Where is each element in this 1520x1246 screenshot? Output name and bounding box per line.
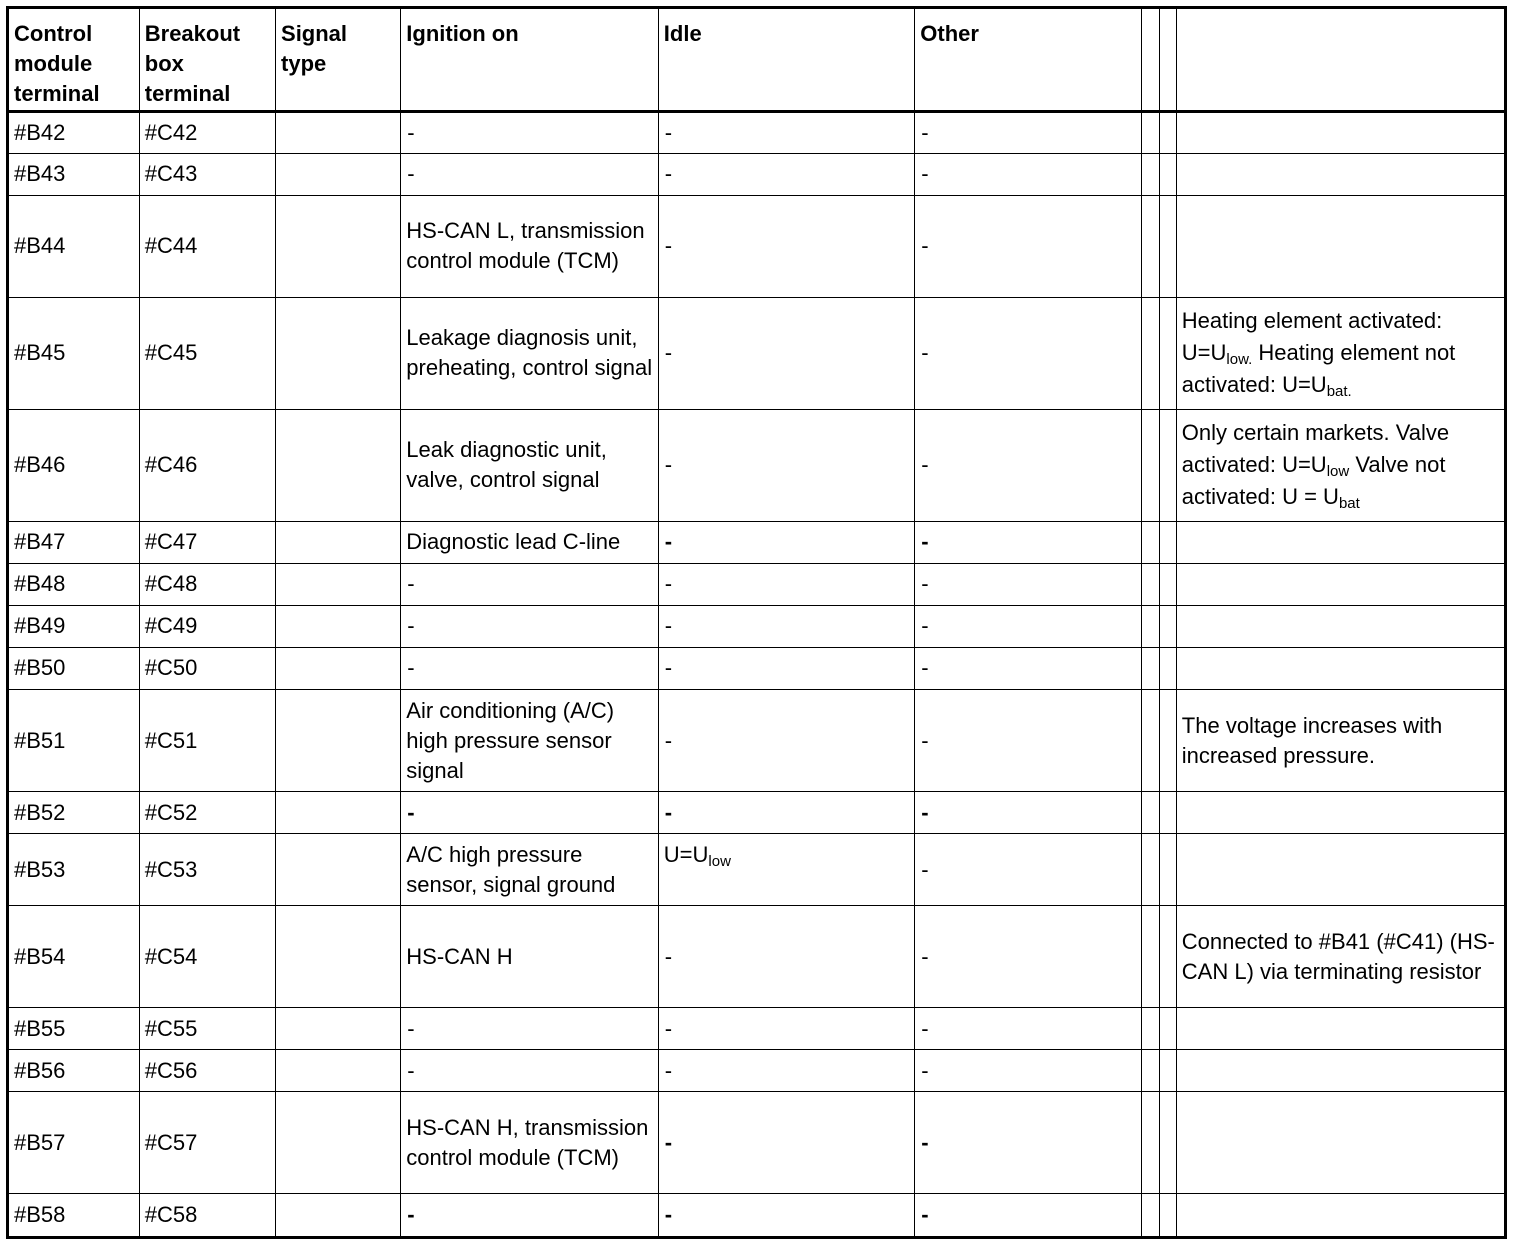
table-row bbox=[9, 792, 1504, 834]
signal-type bbox=[276, 605, 401, 647]
signal-type bbox=[276, 1050, 401, 1092]
narrow-cell-1 bbox=[1141, 605, 1159, 647]
breakout-box-terminal: #C57 bbox=[139, 1092, 275, 1194]
notes bbox=[1176, 605, 1504, 647]
table-row bbox=[9, 409, 1504, 521]
table-row bbox=[9, 1194, 1504, 1236]
breakout-box-terminal: #C46 bbox=[139, 409, 275, 521]
idle: - bbox=[658, 792, 915, 834]
other: - bbox=[915, 563, 1141, 605]
breakout-box-terminal: #C48 bbox=[139, 563, 275, 605]
notes: The voltage increases with increased pressure. bbox=[1176, 690, 1504, 792]
ignition-on: Diagnostic lead C-line bbox=[401, 521, 659, 563]
breakout-box-terminal: #C42 bbox=[139, 111, 275, 153]
idle: - bbox=[658, 409, 915, 521]
ignition-on: - bbox=[401, 1050, 659, 1092]
table-row bbox=[9, 906, 1504, 1008]
header-control-module-terminal: Control module terminal bbox=[9, 9, 139, 111]
other: - bbox=[915, 834, 1141, 906]
breakout-box-terminal: #C55 bbox=[139, 1008, 275, 1050]
narrow-cell-1 bbox=[1141, 1092, 1159, 1194]
terminal-table-frame bbox=[6, 6, 1507, 1239]
narrow-cell-2 bbox=[1159, 605, 1176, 647]
ignition-on: A/C high pressure sensor, signal ground bbox=[401, 834, 659, 906]
notes bbox=[1176, 1008, 1504, 1050]
table-row bbox=[9, 834, 1504, 906]
narrow-cell-1 bbox=[1141, 690, 1159, 792]
signal-type bbox=[276, 906, 401, 1008]
ignition-on: - bbox=[401, 153, 659, 195]
signal-type bbox=[276, 563, 401, 605]
notes-subscript: bat bbox=[1338, 495, 1360, 513]
notes-subscript: bat. bbox=[1326, 383, 1352, 401]
idle: - bbox=[658, 605, 915, 647]
idle: - bbox=[658, 1194, 915, 1236]
breakout-box-terminal: #C47 bbox=[139, 521, 275, 563]
other: - bbox=[915, 1050, 1141, 1092]
other: - bbox=[915, 1008, 1141, 1050]
other: - bbox=[915, 111, 1141, 153]
breakout-box-terminal: #C53 bbox=[139, 834, 275, 906]
narrow-cell-2 bbox=[1159, 690, 1176, 792]
control-module-terminal: #B52 bbox=[9, 792, 139, 834]
idle: - bbox=[658, 521, 915, 563]
header-ignition-on: Ignition on bbox=[401, 9, 659, 111]
other: - bbox=[915, 1194, 1141, 1236]
table-row bbox=[9, 1008, 1504, 1050]
narrow-cell-2 bbox=[1159, 834, 1176, 906]
narrow-cell-2 bbox=[1159, 409, 1176, 521]
notes bbox=[1176, 153, 1504, 195]
signal-type bbox=[276, 1194, 401, 1236]
signal-type bbox=[276, 297, 401, 409]
narrow-cell-1 bbox=[1141, 297, 1159, 409]
idle: - bbox=[658, 1092, 915, 1194]
other: - bbox=[915, 647, 1141, 689]
breakout-box-terminal: #C56 bbox=[139, 1050, 275, 1092]
signal-type bbox=[276, 690, 401, 792]
notes bbox=[1176, 1050, 1504, 1092]
other: - bbox=[915, 297, 1141, 409]
signal-type bbox=[276, 111, 401, 153]
narrow-cell-2 bbox=[1159, 792, 1176, 834]
table-row bbox=[9, 647, 1504, 689]
header-row bbox=[9, 9, 1504, 111]
ignition-on: - bbox=[401, 111, 659, 153]
notes bbox=[1176, 521, 1504, 563]
table-row bbox=[9, 690, 1504, 792]
control-module-terminal: #B57 bbox=[9, 1092, 139, 1194]
breakout-box-terminal: #C49 bbox=[139, 605, 275, 647]
notes-text: Heating element not activated: U=U bbox=[1181, 340, 1456, 398]
table-row bbox=[9, 111, 1504, 153]
table-row bbox=[9, 605, 1504, 647]
ignition-on: HS-CAN H bbox=[401, 906, 659, 1008]
narrow-cell-2 bbox=[1159, 195, 1176, 297]
ignition-on: - bbox=[401, 792, 659, 834]
ignition-on: - bbox=[401, 647, 659, 689]
control-module-terminal: #B47 bbox=[9, 521, 139, 563]
header-narrow-2 bbox=[1159, 9, 1176, 111]
breakout-box-terminal: #C44 bbox=[139, 195, 275, 297]
header-signal-type: Signal type bbox=[276, 9, 401, 111]
narrow-cell-2 bbox=[1159, 521, 1176, 563]
notes-subscript: low bbox=[1326, 463, 1350, 481]
notes bbox=[1176, 111, 1504, 153]
control-module-terminal: #B54 bbox=[9, 906, 139, 1008]
control-module-terminal: #B53 bbox=[9, 834, 139, 906]
header-other: Other bbox=[915, 9, 1141, 111]
notes bbox=[1176, 792, 1504, 834]
idle bbox=[658, 834, 915, 906]
notes bbox=[1176, 563, 1504, 605]
breakout-box-terminal: #C45 bbox=[139, 297, 275, 409]
idle-text: U=U bbox=[663, 842, 709, 868]
narrow-cell-1 bbox=[1141, 647, 1159, 689]
narrow-cell-1 bbox=[1141, 409, 1159, 521]
narrow-cell-1 bbox=[1141, 521, 1159, 563]
breakout-box-terminal: #C58 bbox=[139, 1194, 275, 1236]
signal-type bbox=[276, 409, 401, 521]
narrow-cell-2 bbox=[1159, 111, 1176, 153]
table-row bbox=[9, 1050, 1504, 1092]
other: - bbox=[915, 521, 1141, 563]
other: - bbox=[915, 409, 1141, 521]
notes bbox=[1176, 1194, 1504, 1236]
other: - bbox=[915, 1092, 1141, 1194]
idle: - bbox=[658, 1050, 915, 1092]
notes-subscript: low. bbox=[1226, 351, 1253, 369]
narrow-cell-1 bbox=[1141, 195, 1159, 297]
ignition-on: - bbox=[401, 563, 659, 605]
narrow-cell-1 bbox=[1141, 1008, 1159, 1050]
table-row bbox=[9, 1092, 1504, 1194]
other: - bbox=[915, 153, 1141, 195]
table-row bbox=[9, 521, 1504, 563]
breakout-box-terminal: #C50 bbox=[139, 647, 275, 689]
narrow-cell-1 bbox=[1141, 834, 1159, 906]
control-module-terminal: #B58 bbox=[9, 1194, 139, 1236]
table-row bbox=[9, 153, 1504, 195]
breakout-box-terminal: #C54 bbox=[139, 906, 275, 1008]
notes-text: Valve not activated: U = U bbox=[1181, 452, 1446, 510]
signal-type bbox=[276, 647, 401, 689]
breakout-box-terminal: #C52 bbox=[139, 792, 275, 834]
other: - bbox=[915, 792, 1141, 834]
ignition-on: Leak diagnostic unit, valve, control signal bbox=[401, 409, 659, 521]
narrow-cell-1 bbox=[1141, 153, 1159, 195]
idle: - bbox=[658, 690, 915, 792]
notes bbox=[1176, 195, 1504, 297]
idle-subscript: low bbox=[708, 853, 731, 871]
idle: - bbox=[658, 195, 915, 297]
signal-type bbox=[276, 792, 401, 834]
notes-text: Heating element activated: U=U bbox=[1181, 308, 1443, 366]
narrow-cell-2 bbox=[1159, 1092, 1176, 1194]
narrow-cell-1 bbox=[1141, 1050, 1159, 1092]
narrow-cell-1 bbox=[1141, 111, 1159, 153]
table-row bbox=[9, 563, 1504, 605]
idle: - bbox=[658, 563, 915, 605]
table-row bbox=[9, 297, 1504, 409]
control-module-terminal: #B45 bbox=[9, 297, 139, 409]
narrow-cell-2 bbox=[1159, 563, 1176, 605]
ignition-on: - bbox=[401, 605, 659, 647]
signal-type bbox=[276, 834, 401, 906]
signal-type bbox=[276, 521, 401, 563]
other: - bbox=[915, 906, 1141, 1008]
control-module-terminal: #B49 bbox=[9, 605, 139, 647]
narrow-cell-2 bbox=[1159, 647, 1176, 689]
header-breakout-box-terminal: Breakout box terminal bbox=[139, 9, 275, 111]
narrow-cell-2 bbox=[1159, 1194, 1176, 1236]
breakout-box-terminal: #C43 bbox=[139, 153, 275, 195]
idle: - bbox=[658, 647, 915, 689]
signal-type bbox=[276, 1008, 401, 1050]
narrow-cell-1 bbox=[1141, 792, 1159, 834]
header-notes bbox=[1176, 9, 1504, 111]
header-idle: Idle bbox=[658, 9, 915, 111]
ignition-on: - bbox=[401, 1194, 659, 1236]
ignition-on: - bbox=[401, 1008, 659, 1050]
ignition-on: Air conditioning (A/C) high pressure sensor signal bbox=[401, 690, 659, 792]
breakout-box-terminal: #C51 bbox=[139, 690, 275, 792]
signal-type bbox=[276, 1092, 401, 1194]
control-module-terminal: #B46 bbox=[9, 409, 139, 521]
idle: - bbox=[658, 1008, 915, 1050]
other: - bbox=[915, 690, 1141, 792]
ignition-on: HS-CAN L, transmission control module (TCM) bbox=[401, 195, 659, 297]
signal-type bbox=[276, 195, 401, 297]
control-module-terminal: #B55 bbox=[9, 1008, 139, 1050]
narrow-cell-2 bbox=[1159, 153, 1176, 195]
notes bbox=[1176, 1092, 1504, 1194]
notes: Connected to #B41 (#C41) (HS-CAN L) via terminating resistor bbox=[1176, 906, 1504, 1008]
header-narrow-1 bbox=[1141, 9, 1159, 111]
idle: - bbox=[658, 297, 915, 409]
narrow-cell-1 bbox=[1141, 563, 1159, 605]
other: - bbox=[915, 195, 1141, 297]
control-module-terminal: #B42 bbox=[9, 111, 139, 153]
narrow-cell-2 bbox=[1159, 1008, 1176, 1050]
control-module-terminal: #B51 bbox=[9, 690, 139, 792]
ignition-on: HS-CAN H, transmission control module (TCM) bbox=[401, 1092, 659, 1194]
table-row bbox=[9, 195, 1504, 297]
notes bbox=[1176, 647, 1504, 689]
signal-type bbox=[276, 153, 401, 195]
narrow-cell-2 bbox=[1159, 1050, 1176, 1092]
control-module-terminal: #B44 bbox=[9, 195, 139, 297]
control-module-terminal: #B56 bbox=[9, 1050, 139, 1092]
control-module-terminal: #B43 bbox=[9, 153, 139, 195]
notes bbox=[1176, 409, 1504, 521]
ignition-on: Leakage diagnosis unit, preheating, control signal bbox=[401, 297, 659, 409]
terminal-table bbox=[9, 9, 1504, 1236]
notes-text: Only certain markets. Valve activated: U=U bbox=[1181, 420, 1450, 478]
control-module-terminal: #B50 bbox=[9, 647, 139, 689]
idle: - bbox=[658, 111, 915, 153]
notes bbox=[1176, 297, 1504, 409]
narrow-cell-1 bbox=[1141, 1194, 1159, 1236]
narrow-cell-2 bbox=[1159, 906, 1176, 1008]
control-module-terminal: #B48 bbox=[9, 563, 139, 605]
idle: - bbox=[658, 153, 915, 195]
notes bbox=[1176, 834, 1504, 906]
narrow-cell-2 bbox=[1159, 297, 1176, 409]
idle: - bbox=[658, 906, 915, 1008]
narrow-cell-1 bbox=[1141, 906, 1159, 1008]
other: - bbox=[915, 605, 1141, 647]
